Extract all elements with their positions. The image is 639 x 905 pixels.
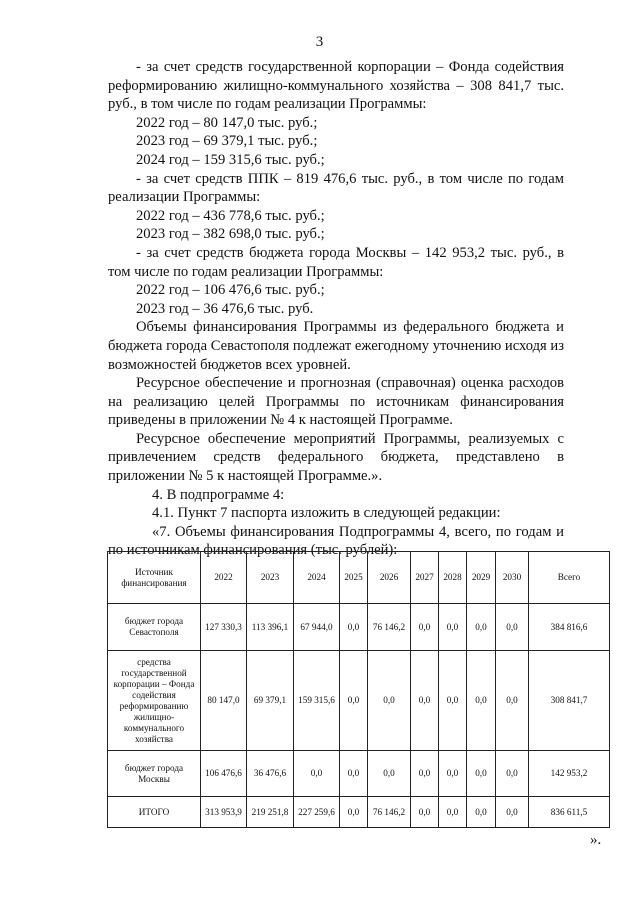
table-cell: 0,0 — [368, 751, 411, 797]
header-cell: 2023 — [247, 552, 294, 604]
paragraph: 2024 год – 159 315,6 тыс. руб.; — [136, 151, 325, 168]
table-cell: 69 379,1 — [247, 651, 294, 751]
table-cell: 80 147,0 — [201, 651, 247, 751]
table-cell: 313 953,9 — [201, 797, 247, 828]
table-cell: 113 396,1 — [247, 604, 294, 651]
paragraph: 4.1. Пункт 7 паспорта изложить в следующей редакции: — [152, 505, 501, 522]
table-cell: 0,0 — [294, 751, 340, 797]
table-cell: 0,0 — [340, 751, 368, 797]
body-text — [108, 58, 564, 560]
table-cell: бюджет города Севастополя — [108, 604, 201, 651]
table-cell: 219 251,8 — [247, 797, 294, 828]
header-cell: 2022 — [201, 552, 247, 604]
table-cell: 142 953,2 — [529, 751, 610, 797]
table-cell: 0,0 — [411, 797, 439, 828]
table-cell: 0,0 — [340, 604, 368, 651]
table-cell: 76 146,2 — [368, 604, 411, 651]
table-cell: 0,0 — [467, 651, 496, 751]
table-cell: 36 476,6 — [247, 751, 294, 797]
table-row — [108, 651, 610, 751]
table-cell: 308 841,7 — [529, 651, 610, 751]
header-cell: 2027 — [411, 552, 439, 604]
table-cell: 0,0 — [411, 751, 439, 797]
table-cell: 0,0 — [340, 797, 368, 828]
table-cell: 0,0 — [439, 797, 467, 828]
financing-table — [107, 551, 610, 828]
header-cell: 2029 — [467, 552, 496, 604]
paragraph: Ресурсное обеспечение и прогнозная (справочная) оценка расходов на реализацию целей Программы по источникам финансирования приведены в приложении № 4 к настоящей Программе. — [108, 375, 564, 429]
header-cell: 2026 — [368, 552, 411, 604]
table-cell: 0,0 — [496, 751, 529, 797]
table-total-row — [108, 797, 610, 828]
table-cell: 0,0 — [496, 651, 529, 751]
paragraph: - за счет средств государственной корпорации – Фонда содействия реформированию жилищно-коммунального хозяйства – 308 841,7 тыс. руб., в том числе по годам реализации Программы: — [108, 59, 564, 113]
paragraph: 2023 год – 382 698,0 тыс. руб.; — [136, 226, 325, 243]
table-cell: 0,0 — [368, 651, 411, 751]
table-cell: бюджет города Москвы — [108, 751, 201, 797]
table-cell: 76 146,2 — [368, 797, 411, 828]
paragraph: 4. В подпрограмме 4: — [152, 486, 285, 503]
table-row — [108, 604, 610, 651]
header-cell: 2028 — [439, 552, 467, 604]
financing-table-container — [107, 551, 609, 828]
table-cell: 227 259,6 — [294, 797, 340, 828]
paragraph: 2022 год – 80 147,0 тыс. руб.; — [136, 114, 318, 131]
table-cell: 0,0 — [411, 604, 439, 651]
table-cell: 0,0 — [340, 651, 368, 751]
header-cell: 2025 — [340, 552, 368, 604]
table-cell: 106 476,6 — [201, 751, 247, 797]
paragraph: - за счет средств бюджета города Москвы – 142 953,2 тыс. руб., в том числе по годам реализации Программы: — [108, 244, 564, 280]
table-cell: 159 315,6 — [294, 651, 340, 751]
header-cell: 2030 — [496, 552, 529, 604]
paragraph: 2022 год – 106 476,6 тыс. руб.; — [136, 282, 325, 299]
table-cell: 0,0 — [411, 651, 439, 751]
header-cell: 2024 — [294, 552, 340, 604]
table-cell: 0,0 — [439, 751, 467, 797]
paragraph: Объемы финансирования Программы из федерального бюджета и бюджета города Севастополя подлежат ежегодному уточнению исходя из возможностей бюджетов всех уровней. — [108, 319, 564, 373]
paragraph: 2022 год – 436 778,6 тыс. руб.; — [136, 207, 325, 224]
paragraph: 2023 год – 36 476,6 тыс. руб. — [136, 300, 314, 317]
table-row — [108, 751, 610, 797]
header-cell: Источник финансирования — [108, 552, 201, 604]
table-cell: 127 330,3 — [201, 604, 247, 651]
paragraph: - за счет средств ППК – 819 476,6 тыс. руб., в том числе по годам реализации Программы: — [108, 170, 564, 206]
table-cell: 0,0 — [439, 651, 467, 751]
closing-quote-mark: ». — [590, 832, 602, 848]
table-header-row — [108, 552, 610, 604]
table-cell: 0,0 — [467, 604, 496, 651]
table-cell: 0,0 — [467, 797, 496, 828]
paragraph: «7. Объемы финансирования Подпрограммы 4, всего, по годам и по источникам финансирования (тыс. рублей): — [108, 523, 564, 559]
table-cell: 0,0 — [439, 604, 467, 651]
table-cell: 836 611,5 — [529, 797, 610, 828]
table-cell: ИТОГО — [108, 797, 201, 828]
table-cell: 0,0 — [496, 604, 529, 651]
page-number: 3 — [315, 34, 324, 50]
table-cell: средства государственной корпорации – Фонда содействия реформированию жилищно-коммунального хозяйства — [108, 651, 201, 751]
table-cell: 384 816,6 — [529, 604, 610, 651]
header-cell: Всего — [529, 552, 610, 604]
table-cell: 67 944,0 — [294, 604, 340, 651]
table-cell: 0,0 — [467, 751, 496, 797]
paragraph: 2023 год – 69 379,1 тыс. руб.; — [136, 133, 318, 150]
table-cell: 0,0 — [496, 797, 529, 828]
paragraph: Ресурсное обеспечение мероприятий Программы, реализуемых с привлечением средств федерального бюджета, представлено в приложении № 5 к настоящей Программе.». — [108, 430, 564, 485]
